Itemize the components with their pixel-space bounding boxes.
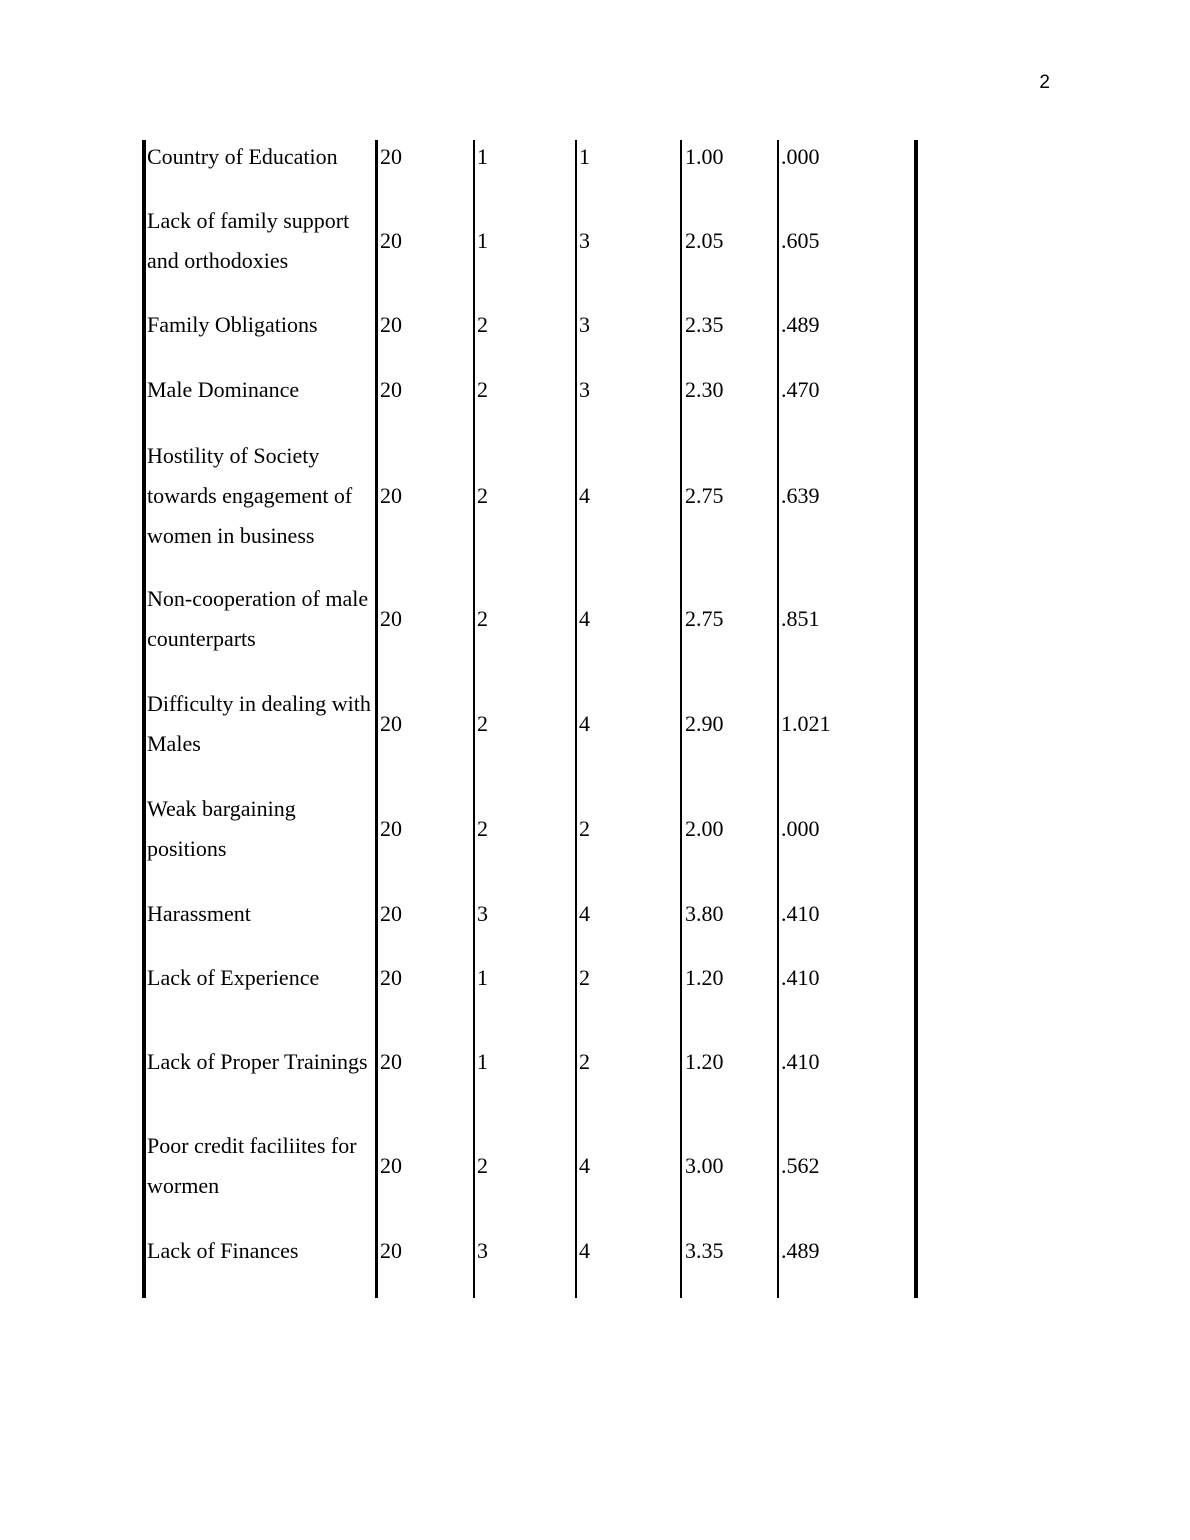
cell-value: 3 [579,312,590,337]
cell-value: 1.00 [685,143,724,169]
cell-value: 2.30 [685,377,724,402]
cell-value: 2 [579,965,590,990]
cell-value: 4 [579,1238,590,1263]
cell-value: .000 [781,143,820,169]
row-label: Difficulty in dealing with Males [147,691,371,756]
cell-value: 1.20 [685,1049,724,1074]
row-label: Hostility of Society towards engagement of women in business [147,443,353,548]
cell-value: 2 [477,377,488,402]
row-label: Male Dominance [147,377,300,402]
cell-value: 1 [477,1049,488,1074]
cell-value: 3.35 [685,1238,724,1263]
cell-value: 20 [380,312,402,337]
cell-value: 2 [579,816,590,841]
row-label: Lack of Finances [147,1238,299,1263]
cell-value: 2 [477,816,488,841]
cell-value: 2 [477,312,488,337]
cell-value: .605 [781,228,820,253]
cell-value: 1 [477,965,488,990]
cell-value: 20 [380,965,402,990]
cell-value: 4 [579,606,590,631]
table-row [142,370,918,410]
cell-value: 20 [380,1153,402,1178]
cell-value: 4 [579,900,590,926]
cell-value: 2 [579,1049,590,1074]
row-label: Poor credit faciliites for wormen [147,1133,357,1198]
descriptive-statistics-table [142,140,918,1298]
cell-value: 20 [380,1049,402,1074]
cell-value: .470 [781,377,820,402]
cell-value: 20 [380,377,402,402]
table-row [142,1118,918,1214]
table-row [142,310,918,340]
cell-value: 3.00 [685,1153,724,1178]
table-row [142,1221,918,1281]
cell-value: 1.20 [685,965,724,990]
cell-value: 4 [579,1153,590,1178]
cell-value: 2.75 [685,606,724,631]
cell-value: 2 [477,606,488,631]
cell-value: 4 [579,483,590,508]
table-row [142,173,918,309]
cell-value: 2.35 [685,312,724,337]
cell-value: 2 [477,711,488,736]
table-row [142,140,918,173]
cell-value: 3 [579,377,590,402]
cell-value: .851 [781,606,820,631]
table-row [142,438,918,554]
cell-value: 3 [579,228,590,253]
row-label: Lack of Experience [147,965,320,990]
cell-value: 20 [380,606,402,631]
cell-value: 2.00 [685,816,724,841]
cell-value: 20 [380,228,402,253]
row-label: Country of Education [147,143,338,169]
cell-value: 2 [477,1153,488,1178]
row-label: Lack of Proper Trainings [147,1049,368,1074]
row-label: Lack of family support and orthodoxies [147,208,350,273]
cell-value: 20 [380,711,402,736]
table-row [142,570,918,668]
cell-value: 1 [477,228,488,253]
cell-value: .000 [781,816,820,841]
cell-value: .410 [781,900,820,926]
table-row [142,886,918,941]
table-row [142,781,918,877]
cell-value: 2.05 [685,228,724,253]
cell-value: 20 [380,816,402,841]
cell-value: 2.75 [685,483,724,508]
table-row [142,1014,918,1110]
cell-value: 4 [579,711,590,736]
cell-value: 20 [380,900,402,926]
cell-value: .639 [781,483,820,508]
cell-value: 20 [380,1238,402,1263]
row-label: Harassment [147,900,251,926]
cell-value: 3 [477,900,488,926]
row-label: Non-cooperation of male counterparts [147,586,369,651]
cell-value: .562 [781,1153,820,1178]
row-label: Family Obligations [147,312,318,337]
cell-value: .410 [781,1049,820,1074]
page-number: 2 [1039,72,1050,93]
table-row [142,676,918,772]
cell-value: 3.80 [685,900,724,926]
cell-value: 20 [380,483,402,508]
cell-value: 2.90 [685,711,724,736]
cell-value: 2 [477,483,488,508]
cell-value: .489 [781,1238,820,1263]
row-label: Weak bargaining positions [147,796,296,861]
cell-value: 1 [579,143,590,169]
cell-value: .489 [781,312,820,337]
cell-value: 1 [477,143,488,169]
cell-value: 3 [477,1238,488,1263]
cell-value: 1.021 [781,711,831,736]
cell-value: 20 [380,143,402,169]
cell-value: .410 [781,965,820,990]
table-row [142,950,918,1006]
